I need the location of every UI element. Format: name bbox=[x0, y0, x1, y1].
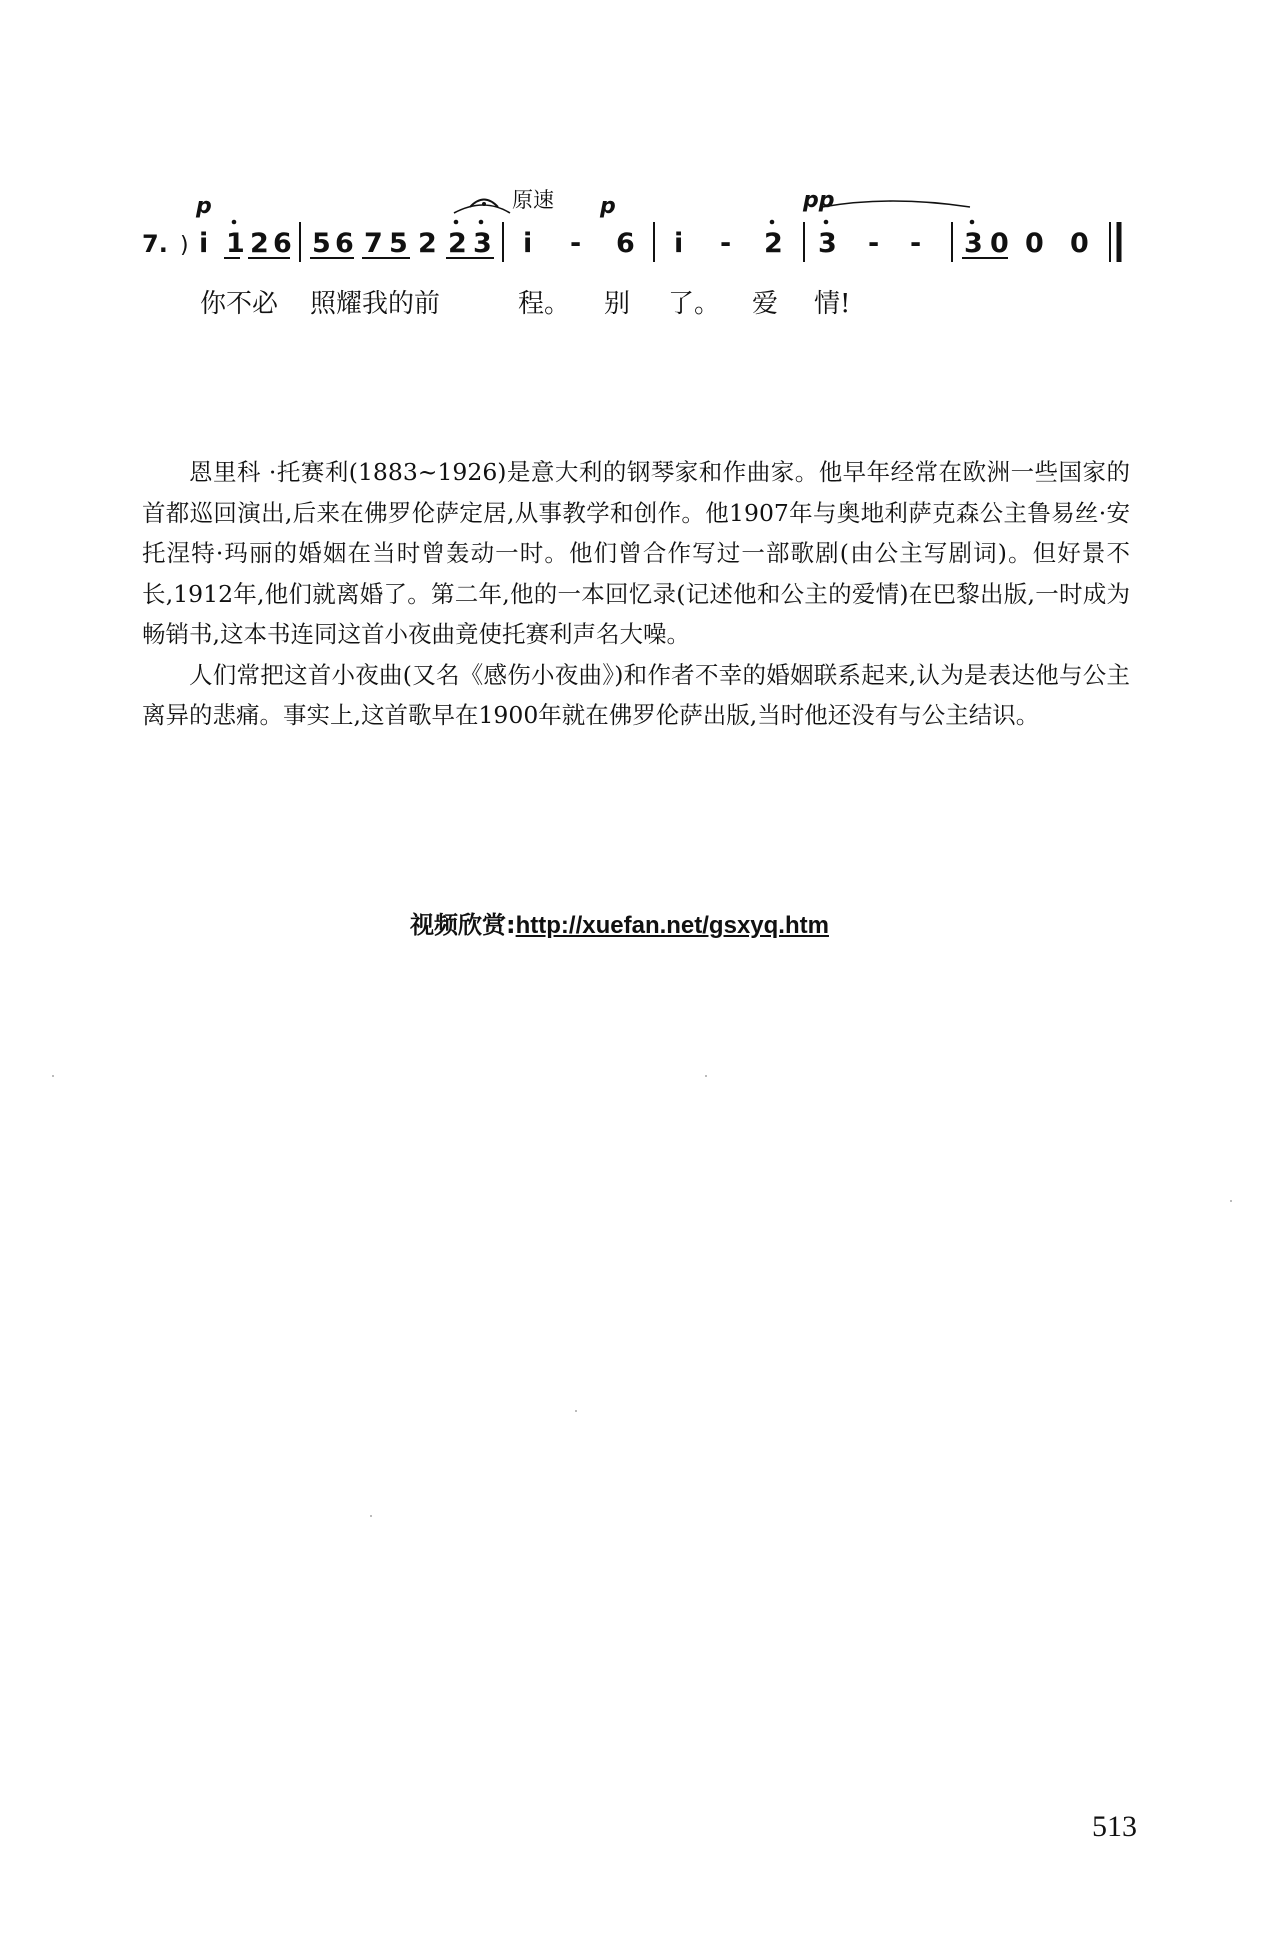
dynamic-p-2: p bbox=[600, 194, 616, 219]
lyric-segment: 了。 bbox=[668, 289, 721, 319]
note: 6 bbox=[616, 228, 635, 259]
page-number: 513 bbox=[1092, 1810, 1137, 1843]
scan-speck bbox=[1230, 1200, 1232, 1202]
note: 2 bbox=[448, 228, 467, 259]
note: 0 bbox=[1070, 228, 1089, 259]
octave-dot bbox=[479, 220, 484, 225]
octave-dot bbox=[770, 220, 775, 225]
note: - bbox=[910, 228, 922, 259]
octave-dot bbox=[232, 220, 237, 225]
repeat-bracket: ) bbox=[180, 233, 189, 258]
scan-speck bbox=[370, 1515, 372, 1517]
video-label: 视频欣赏: bbox=[410, 911, 516, 939]
video-link[interactable]: http://xuefan.net/gsxyq.htm bbox=[515, 912, 829, 939]
note: i bbox=[674, 228, 684, 259]
note: 3 bbox=[818, 228, 837, 259]
lyric-segment: 你不必 bbox=[200, 289, 279, 319]
note: 2 bbox=[250, 228, 269, 259]
scan-speck bbox=[52, 1075, 54, 1077]
octave-dot bbox=[970, 220, 975, 225]
note: 0 bbox=[990, 228, 1009, 259]
lyric-segment: 情! bbox=[814, 289, 851, 319]
note: 3 bbox=[964, 228, 983, 259]
paragraph-history: 人们常把这首小夜曲(又名《感伤小夜曲》)和作者不幸的婚姻联系起来,认为是表达他与公主离异的悲痛。事实上,这首歌早在1900年就在佛罗伦萨出版,当时他还没有与公主结识。 bbox=[142, 660, 1130, 729]
note: - bbox=[570, 228, 582, 259]
jianpu-score bbox=[0, 0, 1272, 340]
scan-speck bbox=[705, 1075, 707, 1077]
dynamic-pp: pp bbox=[803, 188, 835, 213]
lyric-segment: 别 bbox=[604, 289, 631, 319]
tempo-marking: 原速 bbox=[512, 188, 554, 212]
video-reference bbox=[410, 905, 829, 940]
lyric-segment: 爱 bbox=[752, 289, 779, 319]
note: i bbox=[199, 228, 209, 259]
scan-speck bbox=[575, 1410, 577, 1412]
octave-dot bbox=[824, 220, 829, 225]
lyric-segment: 照耀我的前 bbox=[310, 289, 441, 319]
note: 5 bbox=[312, 228, 331, 259]
note: 2 bbox=[764, 228, 783, 259]
tie-mark bbox=[822, 201, 970, 207]
score-staff-svg bbox=[0, 0, 1272, 280]
note: 6 bbox=[273, 228, 292, 259]
note: 7 bbox=[364, 228, 383, 259]
note: 3 bbox=[473, 228, 492, 259]
article-body bbox=[142, 452, 1130, 736]
note: 5 bbox=[389, 228, 408, 259]
note: i bbox=[523, 228, 533, 259]
paragraph-biography: 恩里科 ·托赛利(1883~1926)是意大利的钢琴家和作曲家。他早年经常在欧洲一些国家的首都巡回演出,后来在佛罗伦萨定居,从事教学和创作。他1907年与奥地利萨克森公主鲁易丝·安托涅特·玛丽的婚姻在当时曾轰动一时。他们曾合作写过一部歌剧(由公主写剧词)。但好景不长,1912年,他们就离婚了。第二年,他的一本回忆录(记述他和公主的爱情)在巴黎出版,一时成为畅销书,这本书连同这首小夜曲竟使托赛利声名大噪。 bbox=[142, 458, 1130, 648]
octave-dot bbox=[454, 220, 459, 225]
note: - bbox=[868, 228, 880, 259]
note: 0 bbox=[1025, 228, 1044, 259]
dynamic-p-1: p bbox=[196, 194, 212, 219]
slur-mark bbox=[454, 205, 510, 213]
note: - bbox=[720, 228, 732, 259]
line-number: 7. bbox=[142, 230, 168, 258]
note: 2 bbox=[418, 228, 437, 259]
lyric-segment: 程。 bbox=[518, 289, 571, 319]
note: 6 bbox=[335, 228, 354, 259]
note: 1 bbox=[226, 228, 245, 259]
